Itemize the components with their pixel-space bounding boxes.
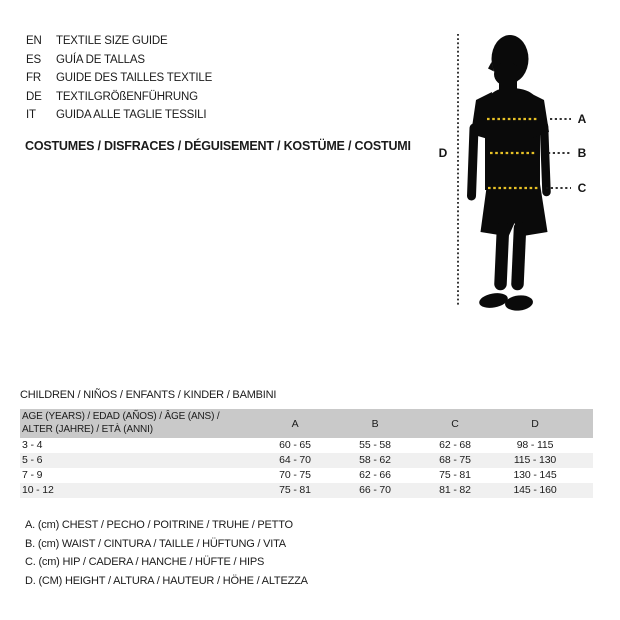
height-cell: 115 - 130 xyxy=(513,454,557,466)
table-row xyxy=(20,468,593,483)
language-row xyxy=(26,69,212,88)
label-b: B xyxy=(577,146,587,160)
right-shoe xyxy=(504,294,533,312)
age-cell: 10 - 12 xyxy=(22,484,54,496)
label-a: A xyxy=(577,112,587,126)
waist-cell: 62 - 66 xyxy=(359,469,391,481)
language-title: GUIDA ALLE TAGLIE TESSILI xyxy=(56,109,207,122)
category-title: COSTUMES / DISFRACES / DÉGUISEMENT / KOSTÜME / COSTUMI xyxy=(25,139,411,153)
measurement-legend xyxy=(25,516,308,591)
table-row xyxy=(20,483,593,498)
waist-cell: 66 - 70 xyxy=(359,484,391,496)
measurement-figure xyxy=(430,20,620,320)
right-leg xyxy=(518,228,521,284)
height-cell: 145 - 160 xyxy=(513,484,557,496)
size-table-header xyxy=(20,409,593,438)
language-row xyxy=(26,88,212,107)
language-code: FR xyxy=(26,72,41,85)
size-table xyxy=(20,409,593,498)
label-c: C xyxy=(577,181,587,195)
height-cell: 98 - 115 xyxy=(516,439,554,451)
age-header-line2: ALTER (JAHRE) / ETÀ (ANNI) xyxy=(22,423,153,435)
table-row xyxy=(20,453,593,468)
table-row xyxy=(20,438,593,453)
hip-cell: 81 - 82 xyxy=(439,484,471,496)
hip-cell: 75 - 81 xyxy=(439,469,471,481)
chest-cell: 64 - 70 xyxy=(279,454,311,466)
column-header-a: A xyxy=(291,417,299,430)
age-cell: 3 - 4 xyxy=(22,439,43,451)
legend-hip: C. (cm) HIP / CADERA / HANCHE / HÜFTE / HIPS xyxy=(25,556,265,569)
age-header-line1: AGE (YEARS) / EDAD (AÑOS) / ÂGE (ANS) / xyxy=(22,411,220,422)
chest-cell: 70 - 75 xyxy=(279,469,311,481)
label-d: D xyxy=(438,146,448,160)
waist-cell: 55 - 58 xyxy=(359,439,391,451)
section-title-children: CHILDREN / NIÑOS / ENFANTS / KINDER / BAMBINI xyxy=(20,389,277,401)
column-header-c: C xyxy=(451,417,459,430)
age-cell: 7 - 9 xyxy=(22,469,43,481)
age-column-header xyxy=(20,411,255,436)
language-title: GUIDE DES TAILLES TEXTILE xyxy=(56,72,213,85)
left-arm xyxy=(472,128,475,196)
language-row xyxy=(26,51,212,70)
language-title: TEXTILGRÖßENFÜHRUNG xyxy=(56,90,198,103)
size-table-body xyxy=(20,438,593,498)
legend-height: D. (CM) HEIGHT / ALTURA / HAUTEUR / HÖHE / ALTEZZA xyxy=(25,575,308,588)
chest-cell: 75 - 81 xyxy=(279,484,311,496)
legend-chest: A. (cm) CHEST / PECHO / POITRINE / TRUHE / PETTO xyxy=(25,519,293,531)
hip-cell: 62 - 68 xyxy=(439,439,471,451)
language-title: GUÍA DE TALLAS xyxy=(56,53,145,66)
left-leg xyxy=(501,228,504,284)
language-list xyxy=(26,32,212,125)
language-code: EN xyxy=(26,35,42,48)
language-row xyxy=(26,106,212,125)
language-code: DE xyxy=(26,90,42,103)
chest-cell: 60 - 65 xyxy=(279,439,311,451)
hip-cell: 68 - 75 xyxy=(439,454,471,466)
child-boy-silhouette-icon xyxy=(471,35,549,312)
column-header-d: D xyxy=(531,417,539,430)
right-arm xyxy=(544,126,547,192)
age-cell: 5 - 6 xyxy=(22,454,43,466)
language-code: IT xyxy=(26,109,36,122)
language-title: TEXTILE SIZE GUIDE xyxy=(56,35,168,48)
waist-cell: 58 - 62 xyxy=(359,454,391,466)
language-code: ES xyxy=(26,53,41,66)
language-row xyxy=(26,32,212,51)
left-shoe xyxy=(478,291,509,310)
legend-waist: B. (cm) WAIST / CINTURA / TAILLE / HÜFTUNG / VITA xyxy=(25,537,286,550)
column-header-b: B xyxy=(371,417,379,430)
height-cell: 130 - 145 xyxy=(513,469,557,481)
